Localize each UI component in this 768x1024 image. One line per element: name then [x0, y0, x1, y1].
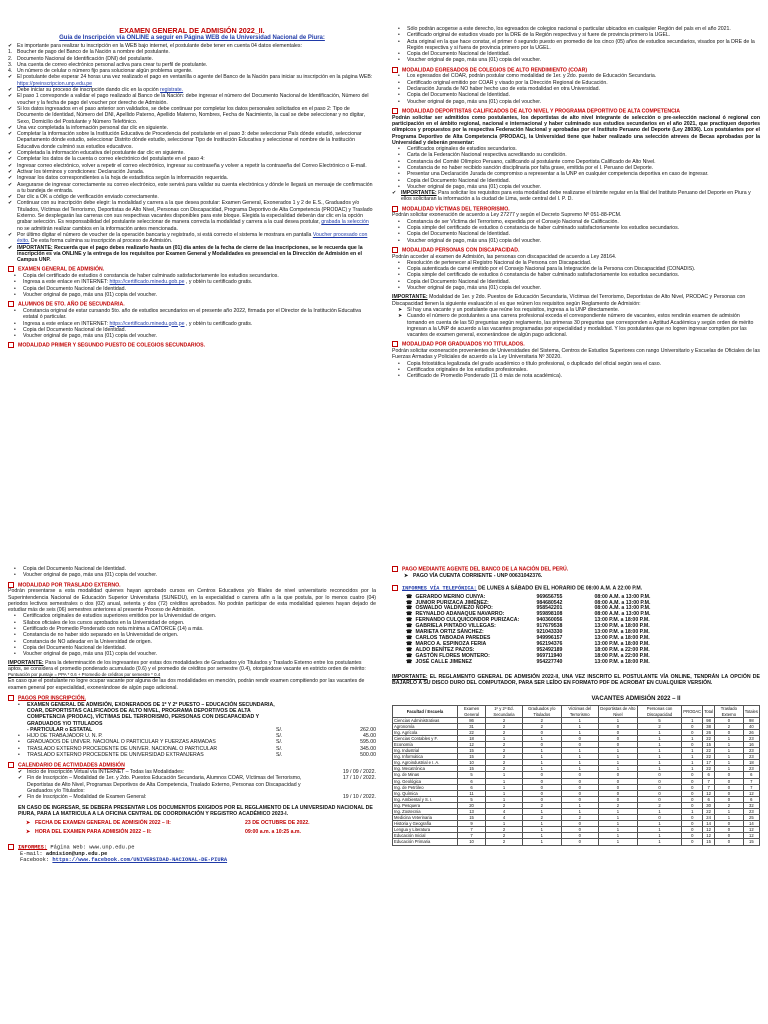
checkbox-icon — [392, 247, 398, 253]
victimas-requirements — [392, 219, 760, 244]
bullet-icon: • — [18, 745, 20, 752]
checkbox-icon — [392, 585, 398, 591]
table-row: Medicina Veterinaria 15 4 2 2 1 0 0 24 1 25 — [393, 815, 760, 821]
table-row: Historia y Geografía 9 1 1 0 1 1 0 14 0 14 — [393, 821, 760, 827]
bullet-icon: • — [398, 51, 400, 58]
page-title: EXAMEN GENERAL DE ADMISIÓN 2022_II. — [119, 26, 265, 35]
bullet-icon: • — [398, 285, 400, 292]
graduados-requirements — [392, 361, 760, 380]
bullet-icon: • — [398, 98, 400, 105]
guide-step: ✔ Si los datos ingresados en el paso anterior son validados, se debe continuar por completar los datos personales solicitados en el paso 2: Tipo de Documento de Identidad, Número del DNI, Apellido Paterno, Apellido Materno, Nombres, Fecha de Nacimiento, la cual se debe seleccionar y no digitar, Sexo, Domicilio del Postulante y Número Telefónico. — [8, 105, 366, 125]
check-icon: ✔ — [18, 769, 23, 776]
requirement-item: • Certificados originales de estudios secundarios. — [398, 146, 517, 153]
bullet-icon: • — [398, 26, 400, 32]
table-row: Ing. de Petróleo 6 1 0 0 0 0 0 7 0 7 — [393, 784, 760, 790]
checkbox-icon — [8, 301, 14, 307]
requirement-item: • Certificado original emitido por COAR y visado por la Dirección Regional de Educación. — [398, 79, 608, 86]
guide-step: ✔ Activar los términos y condiciones: Declaración Jurada. — [8, 168, 145, 175]
bullet-icon: • — [14, 644, 16, 651]
phone-icon: ☎ — [406, 658, 413, 665]
graduados-intro: Podrán solicitar exoneración provenientes de Universidades del Sistema, Centros de Estudios Superiores con rango Universitario y Escuelas de Oficiales de las Fuerzas Armadas y Policiales de acuerdo a la Ley Universitaria Nº 30220. — [392, 348, 760, 361]
exam-date: ➤ FECHA DE EXAMEN GENERAL DE ADMISIÓN 2022 – II: 23 DE OCTUBRE DE 2022. — [26, 820, 310, 827]
table-row: Agronomía 31 2 2 1 0 2 0 38 2 40 — [393, 723, 760, 729]
guide-element: 4. Un número de celular o número fijo para solucionar algún problema urgente. — [8, 68, 193, 75]
bullet-icon: • — [18, 701, 20, 708]
guide-elements — [8, 49, 376, 74]
bullet-icon: ➤ — [398, 313, 403, 320]
requirement-item: • Copia del certificado de estudios ó constancia de haber culminado satisfactoriamente los estudios secundarios. — [14, 273, 279, 280]
column-modalities — [392, 26, 760, 380]
table-header: Traslado Externo — [715, 706, 744, 717]
contact-row: ☎ GERARDO MERINO CUNYA: 969656755 08:00 A.M. a 13:00 P.M. — [406, 593, 651, 600]
pago-item: • GRADUADOS DE UNIVER. NACIONAL O PARTICULAR Y FUERZAS ARMADAS S/. 595.00 — [18, 739, 376, 746]
bullet-icon: • — [398, 79, 400, 86]
table-row: Ing. Industrial 15 2 1 1 1 1 1 22 1 23 — [393, 748, 760, 754]
table-header: 1º y 2º Ed. Secundaria — [486, 706, 523, 717]
requirement-item: • Constancia original de estar cursando 5to. año de estudios secundarios en el presente año 2022, firmada por el Director de la Institución Educativa estatal ó particular. — [14, 307, 361, 321]
guide-subtitle: Guía de Inscripción vía ONLINE a seguir en Página WEB de la Universidad Nacional de Piura: — [59, 35, 325, 41]
table-row: Ing. Química 11 1 0 0 0 0 0 12 0 12 — [393, 790, 760, 796]
table-header: PRODAC — [682, 706, 703, 717]
guide-step: ✔ Completar la información sobre la Institución Educativa de Procedencia del postulante en el paso 3: debe seleccionar País dónde estudió, seleccionar Departamento dónde estudio, seleccionar Distrito dónde estudio, seleccionar Tipo de Institución Educativa y seleccionar el nombre de la Institución Educativa donde culminó sus estudios educativos. — [8, 131, 362, 150]
discapacidad-requirements — [392, 260, 760, 291]
link[interactable]: Voucher procesado con éxito. — [17, 231, 368, 245]
guide-important: ✔ IMPORTANTE: Recuerda que el pago debes realizarlo hasta un (01) día antes de la fecha de cierre de las inscripciones, se le recuerda que la inscripción es vía ONLINE y la entrega de los requisitos por Examen General y Modalidades es presencial en la Dirección de Admisión en el Campus UNP. — [8, 244, 363, 264]
check-icon: ✔ — [8, 105, 13, 112]
checkbox-icon — [8, 695, 14, 701]
check-icon: ✔ — [8, 194, 13, 201]
discapacidad-section-title: MODALIDAD PERSONAS CON DISCAPACIDAD. — [392, 247, 760, 254]
check-icon: ✔ — [8, 124, 13, 131]
bullet-icon: • — [398, 360, 400, 367]
requirement-item: • Voucher original de pago, más una (01) copia del voucher. — [398, 98, 542, 105]
column-guide — [8, 26, 376, 349]
checkbox-icon — [392, 67, 398, 73]
table-header: Víctimas del Terrorismo — [561, 706, 598, 717]
table-header: Examen General — [458, 706, 486, 717]
requirement-item: • Copia del Documento Nacional de Identidad. — [398, 51, 510, 58]
requirement-item: • Copia del Documento Nacional de Identidad. — [14, 644, 126, 651]
bullet-icon: • — [18, 739, 20, 746]
calendario-item: ✔ Fin de Inscripción – Modalidad de 1er. y 2do. Puestos Educación Secundaria, Alumnos COAR, Víctimas del Terrorismo, Deportistas de Alto Nivel, Programas Deportivos de Alta Competencia, Traslado Externo, Personas con Discapacidad y Graduados y/o Titulados: 17 / 10 / 2022. — [18, 775, 376, 794]
check-icon: ✔ — [8, 150, 13, 157]
telefonos-header: INFORMES VÍA TELEFÓNICA: DE LUNES A SÁBADO EN EL HORARIO DE 08:00 A.M. A 22:00 P.M. — [392, 585, 760, 592]
check-icon: ✔ — [8, 93, 13, 100]
checkbox-icon — [8, 582, 14, 588]
phone-icon: ☎ — [406, 634, 413, 641]
table-header: Facultad / Escuela — [393, 706, 458, 717]
bullet-icon: • — [398, 73, 400, 80]
calendario-item: ✔ Fin de Inscripción – Modalidad de Examen General: 19 / 10 / 2022. — [18, 794, 376, 801]
bullet-icon: ➤ — [398, 306, 403, 313]
checkbox-icon — [8, 266, 14, 272]
important-final: IMPORTANTE: EL REGLAMENTO GENERAL DE ADMISIÓN 2022-II, UNA VEZ INSCRITO EL POSTULANTE VÍA ONLINE, TENDRÁN LA OPCIÓN DE BAJARLO A SU DISCO DURO DEL COMPUTADOR, PARA SER LEÍDO EN FORMATO PDF DE ACROBAT EN CUALQUIER VERSIÓN. — [392, 673, 760, 686]
pago-item: • HIJO DE TRABAJADOR U. N. P. S/. 45.00 — [18, 733, 376, 740]
pago-item: - PARTICULAR o ESTATAL S/. 262.00 — [18, 727, 376, 733]
bullet-icon: • — [14, 279, 16, 286]
guide-intro: ✔ Es importante para realizar tu inscripción en la WEB bajo internet, el postulante debe tener en cuenta 04 datos elementales: — [8, 43, 302, 49]
checkbox-icon — [8, 342, 14, 348]
bullet-icon: • — [14, 326, 16, 333]
table-row: Ciencias Contables y F. 18 1 1 0 0 1 1 22 1 23 — [393, 735, 760, 741]
bullet-icon: • — [398, 278, 400, 285]
phone-icon: ☎ — [406, 629, 413, 636]
phone-icon: ☎ — [406, 623, 413, 630]
check-icon: ✔ — [8, 200, 13, 207]
phone-icon: ☎ — [406, 617, 413, 624]
email-link[interactable]: admision@unp.edu.pe — [45, 850, 108, 857]
bullet-icon: • — [398, 272, 400, 279]
guide-step: ✔ Continuar con su inscripción debe elegir: la modalidad y carrera a la que desea postular: Examen General, Exonerados 1 y 2 de E.S., Graduados y/o Titulados, Víctimas del Terrorismo, Deportistas de Alto Nivel, Personas con Discapacidad, Programa Deportivo de Alta Competencia (PRODAC) y Traslado Externo. Se desplegarán las carreras con sus respectivas vacantes disponibles para este bloque. Elegida la especialidad deberán dar clic en la opción grabar selección. Es responsabilidad del postulante seleccionar de manera correcta la modalidad y carrera a la cual desea postular, grabada la selección no se admitirán realizar cambios en la información antes mencionada. — [8, 200, 373, 232]
guide-step: ✔ Una vez completada la información personal dar clic en siguiente. — [8, 124, 169, 131]
bullet-icon: • — [398, 231, 400, 238]
requirement-item: • Carta de la Federación Nacional respectiva acreditando su condición. — [398, 152, 567, 159]
table-row: Educación Primaria 10 2 1 0 1 1 0 15 0 15 — [393, 839, 760, 845]
contact-row: ☎ REYNALDO ADANAQUE NAVARRO: 959898108 08:00 A.M. a 13:00 P.M. — [406, 611, 651, 618]
table-row: Educación Inicial 7 2 1 0 1 1 0 12 0 12 — [393, 833, 760, 839]
modality-title: ALUMNOS DE 5TO. AÑO DE SECUNDARIA. — [8, 301, 376, 308]
bullet-icon: • — [14, 333, 16, 340]
requirement-item: • Copia autenticada de carné emitido por el Consejo Nacional para la Integración de la Persona con Discapacidad (CONADIS). — [398, 266, 696, 273]
arrow-icon: ➤ — [26, 829, 31, 836]
table-header: Total — [703, 706, 715, 717]
check-icon: ✔ — [8, 181, 13, 188]
checkbox-icon — [392, 206, 398, 212]
deportistas-intro: Podrán solicitar ser admitidos como postulantes, los deportistas de alto nivel integrante de selección o pre-selección nacional ó regional con participación en el ámbito regional, nacional e internacional y haber culminado sus estudios secundarios en el año 2021, que practiquen deportes olímpicos y propuestos por la respectiva Federación Nacional y aprobadas por el Instituto Peruano del Deporte (Ley 28036). Los postulantes por el Programa Deportivo de Alta Competencia (PRODAC), la Universidad tiene que haber realizado una selección atreves de Becas aprobadas por la Universidad y deberán presentar: — [392, 114, 760, 146]
traslado-requirements — [8, 613, 376, 657]
bullet-icon: • — [398, 164, 400, 171]
bullet-icon: • — [398, 218, 400, 225]
guide-step: ✔ Completar los datos de la cuenta o correo electrónico del postulante en el paso 4: — [8, 156, 205, 163]
traslado-intro: Podrán presentarse a esta modalidad quienes hayan aprobado cursos en Centros Educativos y/o filiales de nivel universitario reconocidos por la Superintendencia Nacional de Educación Superior Universitaria (SUNEDU), en la especialidad o carrera afín a la que postula, por lo menos cuatro (04) periodos lectivos semestrales o dos (02) anual, setenta y dos (72) créditos aprobados. No podrán participar de esta modalidad quienes hayan dejado de estudiar más de seis (06) semestres anteriores al presente Proceso de Admisión. — [8, 588, 376, 614]
contact-row: ☎ JUNIOR PURIZACA JIMÉNEZ: 984680542 08:00 A.M. a 13:00 P.M. — [406, 599, 651, 606]
requirement-item: • Certificado de Promedio Ponderado con nota mínima a CATORCE (14) a más. — [14, 626, 204, 633]
requirement-item: • Voucher original de pago, más una (01) copia del voucher. — [398, 237, 542, 244]
requirement-item: • Constancia del Comité Olímpico Peruano, calificando al postulante como Deportista Calificado de Alto Nivel. — [398, 158, 656, 165]
bullet-icon: • — [398, 266, 400, 273]
guide-step: ✔ Ingresar correo electrónico, volver a repetir el correo electrónico, ingresar su contraseña y volver a repetir la contraseña del Correo Electrónico o E-mail. — [8, 162, 367, 169]
bullet-icon: • — [398, 373, 400, 380]
bullet-icon: • — [398, 237, 400, 244]
table-row: Economía 12 2 0 0 0 1 0 15 1 16 — [393, 741, 760, 747]
guide-step: ✔ Dar clic a OK a código de verificación enviado correctamente. — [8, 194, 159, 201]
telefonos-table — [406, 595, 653, 666]
pago-item: • TRASLADO EXTERNO PROCEDENTE DE UNIVERSIDAD EXTRANJERAS S/. 500.00 — [18, 752, 376, 759]
victimas-intro: Podrán solicitar exoneración de acuerdo a Ley 27277 y según el Decreto Supremo Nº 051-88-PCM. — [392, 212, 622, 219]
bullet-icon: • — [14, 285, 16, 292]
bullet-icon: • — [398, 86, 400, 93]
primer-puesto-requirements — [392, 26, 760, 64]
modality-title: MODALIDAD PRIMER Y SEGUNDO PUESTO DE COLEGIOS SECUNDARIOS. — [8, 342, 376, 349]
bullet-icon: • — [14, 632, 16, 639]
table-row: Ing. Informática 15 2 1 1 1 1 1 22 1 23 — [393, 754, 760, 760]
table-header: Personas con Discapacidad — [637, 706, 681, 717]
phone-icon: ☎ — [406, 599, 413, 606]
check-icon: ✔ — [8, 74, 13, 81]
guide-step: ✔ Por último digitar el número de voucher de la operación bancaria y registrarlo, si está correcto el sistema le mostrara en pantalla Voucher procesado con éxito. De esta forma culmina su inscripción al proceso de Admisión. — [8, 231, 368, 245]
table-row: Ing. Pesquera 20 2 2 1 2 2 0 30 2 32 — [393, 802, 760, 808]
contact-row: ☎ OSWALDO VALDIVIEZO ÑOPO: 958542201 08:00 A.M. a 13:00 P.M. — [406, 605, 651, 612]
guide-step: ✔ Asegurarse de ingresar correctamente su correo electrónico, este servirá para validar su cuenta electrónica y dónde le llegará un mensaje de confirmación a tu bandeja de entrada. — [8, 181, 373, 194]
requirement-item: • Voucher original de pago, más una (01) copia del voucher. — [398, 57, 542, 64]
graduados-section-title: MODALIDAD POR GRADUADOS Y/O TITULADOS. — [392, 341, 760, 348]
phone-icon: ☎ — [406, 646, 413, 653]
requirement-item: • Copia del Documento Nacional de Identidad. — [14, 326, 126, 333]
check-icon: ✔ — [8, 175, 13, 182]
calendario-section-title: CALENDARIO DE ACTIVIDADES ADMISIÓN — [8, 762, 376, 769]
table-header: Deportistas de Alto Nivel — [600, 706, 636, 717]
guide-element: 1. Boucher de pago del Banco de la Nación a nombre del postulante. — [8, 49, 170, 56]
facebook-link[interactable]: https://www.facebook.com/UNIVERSIDAD-NACIONAL-DE-PIURA — [52, 856, 228, 863]
requirement-item: • Voucher original de pago, más una (01) copia del voucher. — [14, 291, 158, 298]
check-icon: ✔ — [8, 87, 13, 94]
requirement-item: • Presentar una Declaración Jurada de compromiso a representar a la UNP en cualquier competencia deportiva en caso de ingresar. — [398, 171, 709, 178]
bullet-icon: • — [14, 566, 16, 572]
requirement-item: • Copia del Documento Nacional de Identidad. — [398, 92, 510, 99]
requirement-item: • Copia simple del certificado de estudios ó constancia de haber culminado satisfactoriamente los estudios secundarios. — [398, 225, 680, 232]
requirement-item: • Voucher original de pago, más una (01) copia del voucher. — [14, 572, 158, 579]
requirement-item: • Copia del Documento Nacional de Identidad. — [398, 231, 510, 238]
requirement-item: • Ingresa a este enlace en INTERNET: https://certificado.minedu.gob.pe , y obtén tu certificado gratis. — [14, 279, 253, 286]
bullet-icon: • — [14, 291, 16, 298]
calendario-note: EN CASO DE INGRESAR, SE DEBERA PRESENTAR LOS DOCUMENTOS EXIGIDOS POR EL REGLAMENTO DE LA UNIVERSIDAD NACIONAL DE PIURA, PARA LA MATRICULA A LA OFICINA CENTRAL DE COORDINACIÓN Y REGISTRO ACADÉMICO 2023-I. — [18, 804, 373, 817]
checkbox-icon — [8, 762, 14, 768]
vacantes-caption: VACANTES ADMISIÓN 2022 – II — [591, 696, 681, 703]
bullet-icon: • — [14, 619, 16, 626]
check-icon: ✔ — [392, 190, 397, 197]
traslado-important: IMPORTANTE: Para la determinación de los ingresantes por estas dos modalidades de Graduados y/o Titulados y Traslado Externo entre los postulantes aptos, se considera el promedio ponderado acumulado (0.6) y el promedio de créditos por semestre (0.4), otorgándose vacante en estricto orden de mérito: Puntuación por puntaje = PPA * 0.6 + Promedio de créditos por semestre * 0.4 — [8, 659, 366, 678]
bullet-icon: • — [398, 259, 400, 266]
contact-row: ☎ FERNANDO CULQUICONDOR PURIZACA: 940360056 13:00 P.M. a 18:00 P.M. — [406, 617, 650, 624]
bullet-icon: • — [14, 626, 16, 633]
bullet-icon: • — [398, 225, 400, 232]
bullet-icon: • — [398, 367, 400, 374]
pago-banco-title: PAGO MEDIANTE AGENTE DEL BANCO DE LA NACIÓN DEL PERÚ. — [392, 566, 760, 573]
bullet-icon: • — [18, 733, 20, 740]
contact-row: ☎ ALDO BENÍTEZ PAZOS: 952492189 18:00 P.M. a 22:00 P.M. — [406, 646, 650, 653]
pago-item: • TRASLADO EXTERNO PROCEDENTE DE UNIVER. NACIONAL O PARTICULAR S/. 345.00 — [18, 745, 376, 752]
check-icon: ✔ — [8, 244, 13, 251]
requirement-item: • Copia del Documento Nacional de Identidad. — [398, 278, 510, 285]
table-row: Ing. Agrícola 22 2 0 1 0 1 0 26 0 26 — [393, 729, 760, 735]
bullet-icon: • — [398, 92, 400, 99]
table-row: Ing. Mecatrónica 15 2 1 1 1 1 1 22 1 23 — [393, 766, 760, 772]
phone-icon: ☎ — [406, 652, 413, 659]
pagos-section-title: PAGOS POR INSCRIPCIÓN. — [8, 695, 376, 702]
guide-step: ✔ Debe iniciar su proceso de inscripción dando clic en la opción registrate. — [8, 87, 184, 94]
check-icon: ✔ — [8, 43, 13, 49]
link[interactable]: https://preinscripcion.unp.edu.pe — [17, 80, 92, 87]
bullet-icon: • — [398, 38, 400, 45]
web-link[interactable]: www.unp.edu.pe — [89, 844, 135, 851]
requirement-item: • Declaración Jurada de NO haber hecho uso de esta modalidad en otra Universidad. — [398, 86, 600, 93]
table-row: Ing. Zootecnia 13 4 1 1 1 1 1 22 1 23 — [393, 809, 760, 815]
bullet-icon: • — [398, 171, 400, 178]
table-row: Ing. Agroindustrial e I. A. 10 2 1 1 1 1 1 17 1 18 — [393, 760, 760, 766]
guide-element: 2. Documento Nacional de Identificación (DNI) del postulante. — [8, 55, 154, 62]
requirement-item: • Ingresa a este enlace en INTERNET: https://certificado.minedu.gob.pe , y obtén tu certificado gratis. — [14, 320, 253, 327]
requirement-item: • Copia del Documento Nacional de Identidad. — [14, 285, 126, 292]
check-icon: ✔ — [8, 131, 13, 138]
deportistas-requirements — [392, 146, 760, 190]
bullet-icon: • — [14, 651, 16, 658]
table-row: Lengua y Literatura 7 2 1 0 1 1 0 12 0 12 — [393, 827, 760, 833]
requirement-item: • Constancia de no haber recibido sanción disciplinaria por falta grave, emitida por el I. Peruano del Deporte. — [398, 164, 654, 171]
bullet-icon: • — [14, 613, 16, 620]
requirement-item: • Voucher original de pago, más una (01) copia del voucher. — [398, 285, 542, 292]
bullet-icon: • — [14, 273, 16, 280]
coar-requirements — [392, 73, 760, 104]
requirement-item: • Constancia de no haber sido separado en la Universidad de origen. — [14, 632, 179, 639]
requirement-item: • Voucher original de pago, más una (01) copia del voucher. — [14, 651, 158, 658]
modalities-left — [8, 266, 376, 349]
guide-steps — [8, 74, 376, 244]
phone-icon: ☎ — [406, 611, 413, 618]
table-header: Graduados y/o Titulados — [522, 706, 561, 717]
traslado-section-title: MODALIDAD POR TRASLADO EXTERNO. — [8, 582, 376, 589]
arrow-icon: ➤ — [26, 820, 31, 827]
check-icon: ✔ — [8, 231, 13, 238]
bullet-icon: • — [398, 158, 400, 165]
requirement-item: • Sílabos oficiales de los cursos aprobados en la Universidad de origen. — [14, 619, 185, 626]
bullet-icon: • — [398, 183, 400, 190]
bullet-icon: • — [398, 177, 400, 184]
guide-step: ✔ Ingresar los datos correspondientes a la hoja de estadística según la información requerida. — [8, 175, 229, 182]
pago-item: • EXAMEN GENERAL DE ADMISIÓN, EXONERADOS DE 1º Y 2º PUESTO – EDUCACIÓN SECUNDARIA, COAR, DEPORTISTAS CALIFICADOS DE ALTO NIVEL, PROGRAMA DEPORTIVOS DE ALTA COMPETENCIA (PRODAC), VÍCTIMAS DEL TERRORISMO, PERSONAS CON DISCAPACIDAD Y GRADUADOS Y/O TITULADOS — [18, 701, 275, 727]
informes: INFORMES: Página Web: www.unp.edu.pe E-mail: admision@unp.edu.pe Facebook: https://www.facebook.com/UNIVERSIDAD-NACIONAL-DE-PIURA — [8, 844, 376, 864]
bullet-icon: • — [398, 146, 400, 153]
table-row: Ing. de Minas 5 1 0 0 0 0 0 6 0 6 — [393, 772, 760, 778]
requirement-item: • Copia fotostática legalizada del grado académico o título profesional, o duplicado del oficial según sea el caso. — [398, 360, 662, 367]
guide-step: ✔ El postulante debe esperar 24 horas una vez realizado el pago en ventanilla o agente del Banco de la Nación para iniciar su inscripción en la página WEB: https://preinscripcion.unp.edu.pe — [8, 74, 373, 87]
rule-item: ➤ Si hay una vacante y un postulante que reúne los requisitos, ingresa a la UNP directamente. — [398, 306, 620, 313]
bullet-icon: • — [398, 152, 400, 159]
check-icon: ✔ — [8, 168, 13, 175]
requirement-item: • Constancia de ser Víctima del Terrorismo, expedida por el Consejo Nacional de Calificación. — [398, 218, 619, 225]
discapacidad-rules — [392, 307, 760, 338]
requirement-item: • Voucher original de pago, más una (01) copia del voucher. — [398, 183, 542, 190]
requirement-item: • Certificados originales de los estudios profesionales. — [398, 367, 528, 374]
bullet-icon: • — [398, 57, 400, 64]
column-traslado-pagos — [8, 566, 376, 863]
checkbox-icon — [392, 566, 398, 572]
column-contacto-vacantes — [392, 566, 760, 846]
table-row: Ing. Ambiental y S. I. 5 1 0 0 0 0 0 6 0 6 — [393, 796, 760, 802]
table-header: Totales — [743, 706, 759, 717]
link[interactable]: registrate. — [160, 87, 184, 94]
requirement-item: • Acta original en la que hace constar, el primer ó segundo puesto en promedio de los cinco (05) años de estudios secundarios, visados por la DRE de la Región respectiva y si fuera de provincia primero por la UGEL. — [398, 38, 755, 51]
deportistas-section-title: MODALIDAD DEPORTISTAS CALIFICADOS DE ALTO NIVEL Y PROGRAMA DEPORTIVO DE ALTA COMPETENCIA — [392, 108, 760, 115]
calendario-list — [8, 769, 376, 800]
contact-row: ☎ GABRIELA PINTADO VILLEGAS: 917679538 13:00 P.M. a 18:00 P.M. — [406, 623, 650, 630]
checkbox-icon — [8, 844, 14, 850]
requirement-item: • Copia simple del certificado de estudios ó constancia de haber culminado satisfactoriamente los estudios secundarios. — [398, 272, 680, 279]
rule-item: ➤ Cuando el número de postulantes a una carrera profesional exceda el correspondiente número de vacantes, estos rendirán examen de admisión tomando en cuenta de las 50 preguntas según reglamento, las primeras 30 preguntas que corresponden a Aptitud Académica y según orden de mérito ingresan a la UNP de acuerdo a las vacantes programadas por especialidad y modalidad. Y los postulantes que no logren ingresar compiten por las vacantes de examen general, exonerándose de algún pago adicional. — [398, 313, 754, 339]
requirement-item: • Sólo podrán acogerse a este derecho, los egresados de colegios nacional o particular ubicados en cualquier Región del país en el año 2021. — [398, 26, 731, 32]
requirement-item: • Constancia de NO adeudar en la Universidad de origen. — [14, 638, 152, 645]
requirement-item: • Copia del Documento Nacional de Identidad. — [14, 566, 126, 572]
guide-step: ✔ Completada la información educativa del postulante dar clic en siguiente. — [8, 150, 185, 157]
bullet-icon: • — [18, 752, 20, 759]
check-icon: ✔ — [18, 794, 23, 801]
bullet-icon: • — [398, 32, 400, 39]
phone-icon: ☎ — [406, 605, 413, 612]
link[interactable]: grabada la selección — [321, 219, 369, 226]
discapacidad-intro: Podrán acceder al examen de Admisión, las personas con discapacidad de acuerdo a Ley 28164. — [392, 253, 617, 260]
requirement-item: • Certificado original de estudios visado por la DRE de la Región respectiva y si fuere de provincia primero la UGEL. — [398, 32, 671, 39]
pagos-list — [8, 702, 376, 759]
traslado-note: En caso que el postulante no logre ocupar vacante por alguna de las dos modalidades en mención, podrán rendir examen compitiendo por las vacantes de examen general por especialidad, exonerándose de algún pago adicional. — [8, 678, 365, 691]
bullet-icon: • — [14, 638, 16, 645]
contact-row: ☎ MARCO A. ESPINOZA FERIA 962194376 13:00 P.M. a 18:00 P.M. — [406, 640, 650, 647]
table-row: Ing. Geológica 6 1 0 0 0 0 0 7 0 7 — [393, 778, 760, 784]
requirement-item: • Resolución de pertenecer al Registro Nacional de la Persona con Discapacidad. — [398, 259, 592, 266]
checkbox-icon — [392, 341, 398, 347]
exam-time: ➤ HORA DEL EXAMEN PARA ADMISIÓN 2022 – II: 09:00 a.m. a 10:25 a.m. — [26, 829, 301, 836]
guide-element: 3. Una cuenta de correo electrónico personal activa para crear tu perfil de postulante. — [8, 61, 208, 68]
graduados-requirements-cont — [8, 566, 376, 579]
vacantes-table — [392, 705, 760, 845]
check-icon: ✔ — [18, 775, 23, 782]
discapacidad-important: IMPORTANTE: Modalidad de 1er. y 2do. Puestos de Educación Secundaria, Víctimas del Terrorismo, Deportistas de Alto Nivel, PRODAC y Personas con Discapacidad tienen la siguiente evaluación sí es que reúnen los requisitos según Reglamento de Admisión: — [392, 294, 746, 307]
link[interactable]: https://certificado.minedu.gob.pe — [109, 279, 185, 286]
link[interactable]: https://certificado.minedu.gob.pe — [109, 320, 185, 327]
table-row: Ciencias Administrativas 86 2 2 1 1 5 1 98 0 98 — [393, 717, 760, 723]
arrow-icon: ➤ — [404, 572, 409, 579]
victimas-section-title: MODALIDAD VÍCTIMAS DEL TERRORISMO. — [392, 206, 760, 213]
requirement-item: • Copia del Documento Nacional de Identidad. — [398, 177, 510, 184]
deportistas-important: ✔ IMPORTANTE: Para solicitar los requisitos para esta modalidad debe realizarse el trámite regular en la filial del Instituto Peruano del Deporte en Piura y ellos solicitaran la información a la ciudad de Lima, sede central del I. P. D. — [392, 190, 751, 203]
contact-row: ☎ JOSÉ CALLE JIMENEZ 954227740 13:00 P.M. a 18:00 P.M. — [406, 658, 650, 665]
modality-title: EXAMEN GENERAL DE ADMISIÓN. — [8, 266, 376, 273]
contact-row: ☎ MARIETA ORTIZ SÁNCHEZ: 921043330 13:00 P.M. a 18:00 P.M. — [406, 629, 650, 636]
check-icon: ✔ — [8, 156, 13, 163]
requirement-item: • Certificados originales de estudios superiores emitidos por la Universidad de origen. — [14, 613, 217, 620]
contact-row: ☎ GASTÓN FLORES MONTERO: 969711940 18:00 P.M. a 22:00 P.M. — [406, 652, 650, 659]
requirement-item: • Los egresados del COAR, podrán postular como modalidad de 1er. y 2do. puesto de Educación Secundaria. — [398, 73, 657, 80]
coar-section-title: MODALIDAD EGRESADOS DE COLEGIOS DE ALTO RENDIMIENTO (COAR) — [392, 67, 760, 74]
contact-row: ☎ CARLOS TABOADA PAREDES 949996157 13:00 P.M. a 18:00 P.M. — [406, 634, 650, 641]
bullet-icon: • — [14, 307, 16, 314]
bullet-icon: • — [14, 320, 16, 327]
guide-step: ✔ El paso 1 corresponde a validar el pago realizado al Banco de la Nación: debe ingresar el número del Documento Nacional de Identificación, Número del voucher y la fecha de pago del voucher por derecho de Admisión. — [8, 93, 369, 106]
pago-banco-account: ➤ PAGO VÍA CUENTA CORRIENTE - UNP 00631042376. — [404, 572, 543, 579]
calendario-item: ✔ Inicio de Inscripción Virtual vía INTERNET – Todas las Modalidades: 19 / 09 / 2022. — [18, 769, 376, 776]
phone-icon: ☎ — [406, 640, 413, 647]
check-icon: ✔ — [8, 162, 13, 169]
requirement-item: • Voucher original de pago, más una (01) copia del voucher. — [14, 333, 158, 340]
checkbox-icon — [392, 108, 398, 114]
bullet-icon: • — [14, 572, 16, 579]
phone-icon: ☎ — [406, 593, 413, 600]
requirement-item: • Certificado de Promedio Ponderado (11 ó más de nota académica). — [398, 373, 563, 380]
